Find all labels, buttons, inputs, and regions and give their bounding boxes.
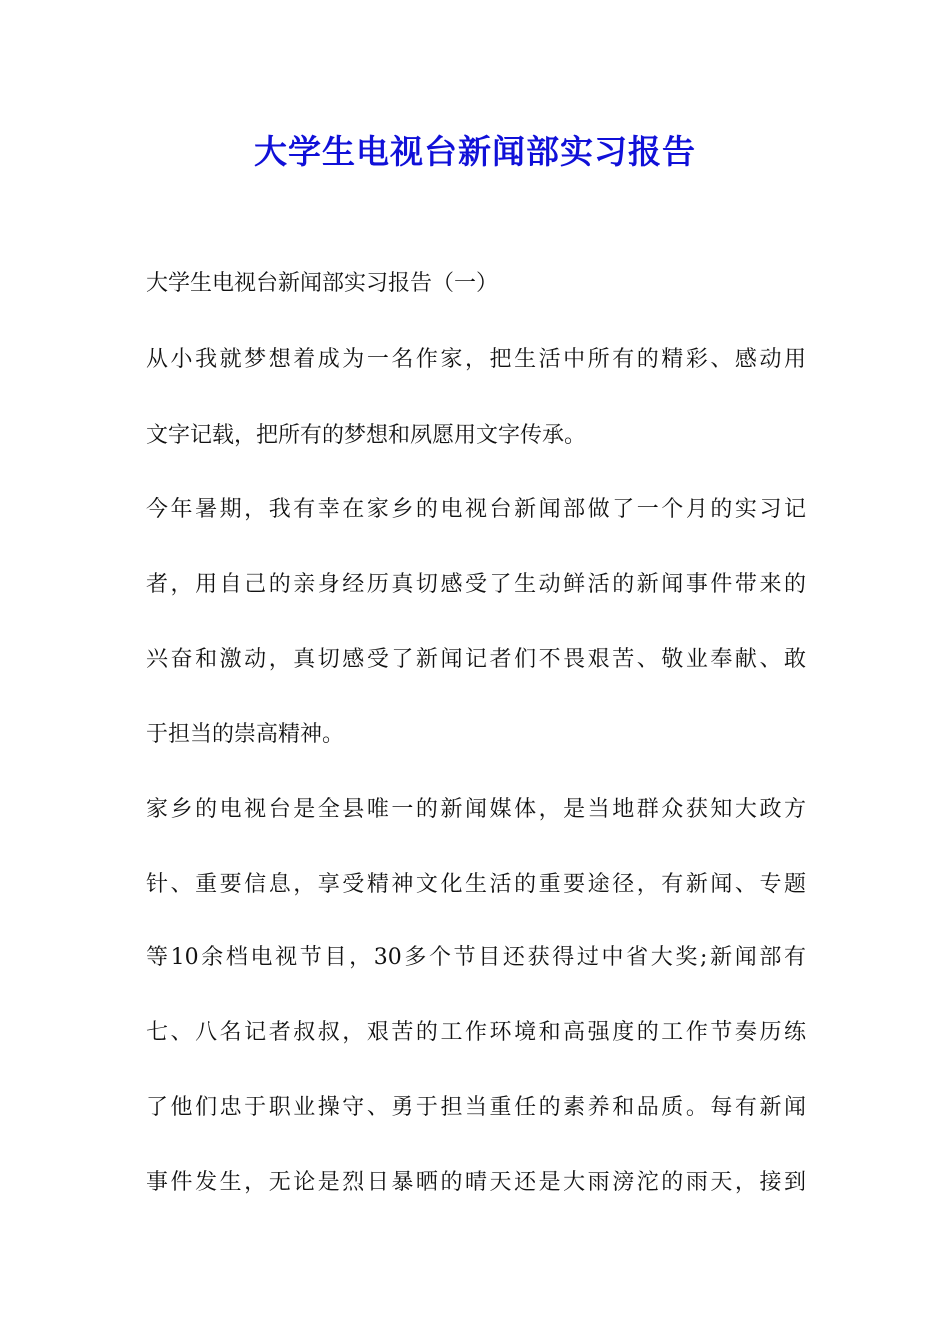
- paragraph-line: 了他们忠于职业操守、勇于担当重任的素养和品质。每有新闻: [146, 1095, 806, 1120]
- section-heading: 大学生电视台新闻部实习报告（一）: [146, 271, 499, 296]
- paragraph-line: 今年暑期，我有幸在家乡的电视台新闻部做了一个月的实习记: [146, 497, 806, 522]
- paragraph-line: 于担当的崇高精神。: [146, 722, 345, 747]
- paragraph-line: 兴奋和激动，真切感受了新闻记者们不畏艰苦、敬业奉献、敢: [146, 647, 806, 672]
- paragraph-line: 七、八名记者叔叔，艰苦的工作环境和高强度的工作节奏历练: [146, 1020, 806, 1045]
- paragraph-line: 从小我就梦想着成为一名作家，把生活中所有的精彩、感动用: [146, 347, 806, 372]
- paragraph-line: 事件发生，无论是烈日暴晒的晴天还是大雨滂沱的雨天，接到: [146, 1170, 806, 1195]
- document-title: 大学生电视台新闻部实习报告: [254, 132, 696, 171]
- paragraph-line: 等10余档电视节目，30多个节目还获得过中省大奖;新闻部有: [146, 945, 806, 970]
- paragraph-line: 者，用自己的亲身经历真切感受了生动鲜活的新闻事件带来的: [146, 572, 806, 597]
- paragraph-line: 家乡的电视台是全县唯一的新闻媒体，是当地群众获知大政方: [146, 797, 806, 822]
- paragraph-line: 文字记载，把所有的梦想和夙愿用文字传承。: [146, 423, 587, 448]
- paragraph-line: 针、重要信息，享受精神文化生活的重要途径，有新闻、专题: [146, 872, 806, 897]
